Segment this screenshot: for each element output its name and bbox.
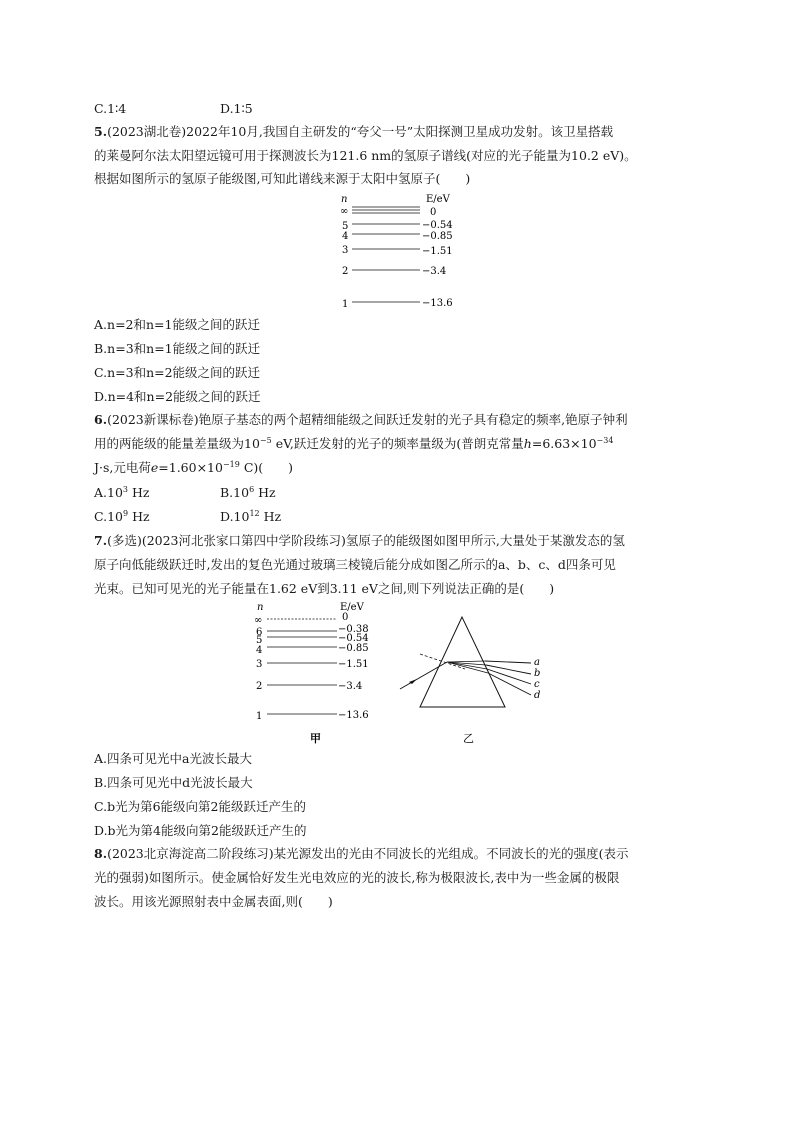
q5-option-c: C.n=3和n=2能级之间的跃迁 — [94, 365, 261, 380]
q7-n-axis-label: n — [257, 602, 264, 613]
q7-fig-yi-caption: 乙 — [463, 732, 474, 745]
q8-stem-line3: 波长。用该光源照射表中金属表面,则( ) — [94, 894, 333, 909]
svg-text:−13.6: −13.6 — [338, 710, 369, 721]
q5-option-a: A.n=2和n=1能级之间的跃迁 — [94, 317, 260, 332]
svg-text:1: 1 — [256, 711, 263, 722]
svg-text:−1.51: −1.51 — [338, 659, 369, 670]
q7-prism-diagram-yi — [395, 612, 555, 750]
q6-option-c: $C.10^9$ Hz — [94, 508, 150, 524]
svg-text:−0.38: −0.38 — [338, 624, 369, 635]
svg-text:−0.54: −0.54 — [338, 633, 369, 644]
svg-text:−3.4: −3.4 — [338, 681, 363, 692]
beam-label-d: d — [534, 690, 541, 701]
q6-stem-line1: 6.(2023新课标卷)铯原子基态的两个超精细能级之间跃迁发射的光子具有稳定的频率,铯原子钟利 — [94, 412, 628, 427]
q5-stem-line2: 的莱曼阿尔法太阳望远镜可用于探测波长为121.6 nm的氢原子谱线(对应的光子能量为10.2 eV)。 — [94, 148, 637, 163]
q8-stem-line1: 8.(2023北京海淀高二阶段练习)某光源发出的光由不同波长的光组成。不同波长的光的强度(表示 — [94, 846, 629, 861]
svg-text:3: 3 — [256, 659, 263, 670]
q5-level-2 — [342, 266, 446, 277]
svg-text:3: 3 — [342, 245, 349, 256]
q4-option-c: C.1∶4 — [94, 101, 127, 116]
svg-text:2: 2 — [256, 681, 263, 692]
q7-e-axis-label: E/eV — [340, 602, 364, 613]
prism-triangle — [420, 617, 505, 707]
q5-level-3 — [342, 245, 453, 257]
beam-label-b: b — [534, 668, 541, 679]
incident-ray — [400, 662, 447, 689]
svg-text:1: 1 — [342, 299, 349, 310]
q4-option-d: D.1∶5 — [220, 101, 253, 116]
q5-n-axis-label: n — [341, 194, 348, 205]
emergent-rays — [485, 661, 531, 695]
q7-option-c: C.b光为第6能级向第2能级跃迁产生的 — [94, 799, 307, 814]
svg-text:∞: ∞ — [254, 615, 263, 626]
q7-option-d: D.b光为第4能级向第2能级跃迁产生的 — [94, 823, 307, 838]
svg-text:−0.85: −0.85 — [422, 231, 453, 242]
svg-text:−3.4: −3.4 — [422, 266, 447, 277]
svg-text:−0.85: −0.85 — [338, 643, 369, 654]
beam-label-c: c — [534, 679, 540, 690]
q6-option-a: $A.10^3$ Hz — [94, 484, 150, 500]
q7-level-inf — [254, 612, 348, 626]
svg-text:5: 5 — [342, 221, 349, 232]
q7-level-2 — [256, 681, 362, 692]
q6-option-b: $B.10^6$ Hz — [220, 484, 276, 500]
q7-option-a: A.四条可见光中a光波长最大 — [94, 751, 252, 766]
q5-stem-line1: 5.(2023湖北卷)2022年10月,我国自主研发的“夸父一号”太阳探测卫星成功发射。该卫星搭载 — [94, 124, 614, 139]
svg-text:−13.6: −13.6 — [422, 298, 453, 309]
q7-option-b: B.四条可见光中d光波长最大 — [94, 775, 253, 790]
q7-level-1 — [256, 710, 369, 722]
q6-stem-line3: J·s,元电荷$e=1.60\times 10^{-19}$ C)( ) — [94, 459, 294, 475]
svg-text:4: 4 — [342, 231, 349, 242]
q5-level-inf — [340, 206, 436, 218]
svg-text:∞: ∞ — [340, 206, 349, 217]
refracted-rays — [447, 661, 488, 673]
svg-text:0: 0 — [430, 207, 437, 218]
svg-text:6: 6 — [256, 627, 263, 638]
q5-energy-level-diagram — [330, 192, 480, 314]
svg-text:−1.51: −1.51 — [422, 246, 453, 257]
q6-option-d: $D.10^{12}$ Hz — [220, 508, 282, 524]
svg-text:0: 0 — [342, 612, 349, 623]
q5-option-b: B.n=3和n=1能级之间的跃迁 — [94, 341, 261, 356]
q5-stem-line3: 根据如图所示的氢原子能级图,可知此谱线来源于太阳中氢原子( ) — [94, 171, 471, 186]
q5-level-1 — [342, 298, 453, 310]
q7-stem-line3: 光束。已知可见光的光子能量在1.62 eV到3.11 eV之间,则下列说法正确的是( ) — [94, 581, 555, 596]
q7-stem-line2: 原子向低能级跃迁时,发出的复色光通过玻璃三棱镜后能分成如图乙所示的a、b、c、d四条可见 — [94, 557, 616, 572]
q5-e-axis-label: E/eV — [426, 194, 450, 205]
q7-level-4 — [256, 643, 369, 656]
q8-stem-line2: 光的强弱)如图所示。使金属恰好发生光电效应的光的波长,称为极限波长,表中为一些金属的极限 — [94, 870, 620, 885]
svg-text:5: 5 — [256, 635, 263, 646]
svg-text:−0.54: −0.54 — [422, 220, 453, 231]
q7-fig-jia-caption: 甲 — [310, 732, 321, 745]
q7-level-3 — [256, 659, 369, 670]
svg-text:4: 4 — [256, 645, 263, 656]
q7-stem-line1: 7.(多选)(2023河北张家口第四中学阶段练习)氢原子的能级图如图甲所示,大量处于某激发态的氢 — [94, 533, 625, 548]
q6-stem-line2: 用的两能级的能量差量级为$10^{-5}$ eV,跃迁发射的光子的频率量级为(普朗克常量$h=6.63\times 10^{-34}$ — [94, 435, 614, 451]
q7-energy-level-diagram-jia — [252, 600, 382, 750]
q5-option-d: D.n=4和n=2能级之间的跃迁 — [94, 389, 261, 404]
q5-level-4 — [342, 231, 453, 242]
svg-text:2: 2 — [342, 266, 349, 277]
beam-label-a: a — [534, 657, 540, 668]
